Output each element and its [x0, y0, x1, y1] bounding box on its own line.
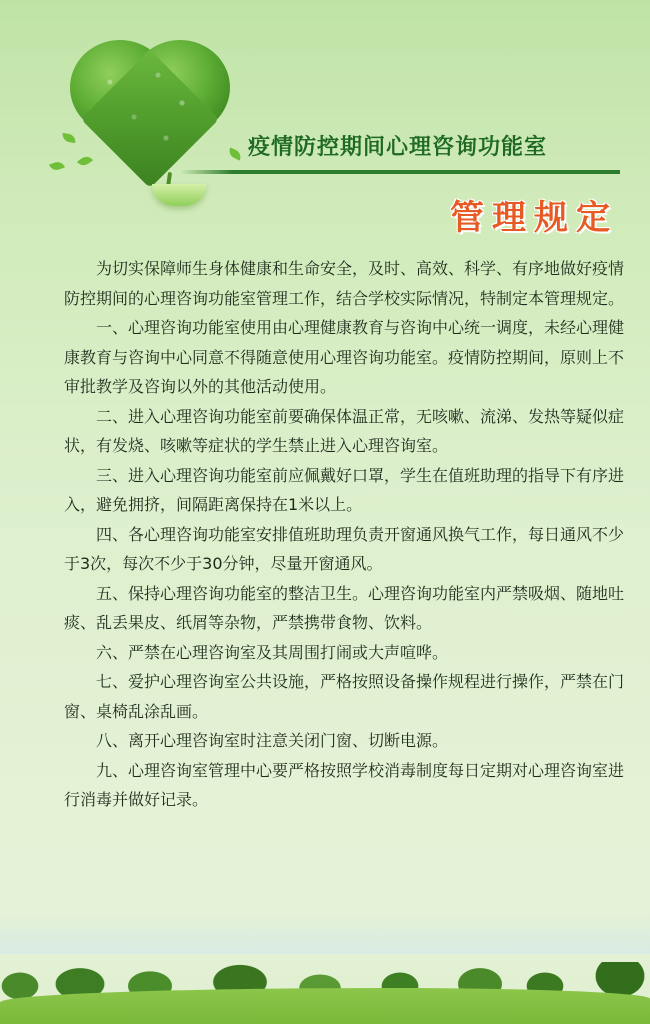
rule-9: 九、心理咨询室管理中心要严格按照学校消毒制度每日定期对心理咨询室进行消毒并做好记录。	[64, 760, 625, 809]
rule-4: 四、各心理咨询功能室安排值班助理负责开窗通风换气工作，每日通风不少于3次，每次不少于30分钟，尽量开窗通风。	[64, 524, 625, 573]
rule-8: 八、离开心理咨询室时注意关闭门窗、切断电源。	[96, 731, 449, 750]
page-title: 疫情防控期间心理咨询功能室	[248, 135, 548, 160]
landscape-illustration	[0, 924, 650, 1024]
rule-6: 六、严禁在心理咨询室及其周围打闹或大声喧哗。	[96, 642, 449, 662]
title-divider	[180, 170, 620, 174]
intro-paragraph: 为切实保障师生身体健康和生命安全，及时、高效、科学、有序地做好疫情防控期间的心理咨询功能室管理工作，结合学校实际情况，特制定本管理规定。	[64, 259, 625, 308]
rule-3: 三、进入心理咨询功能室前应佩戴好口罩，学生在值班助理的指导下有序进入，避免拥挤，间隔距离保持在1米以上。	[64, 465, 625, 514]
rule-5: 五、保持心理咨询功能室的整洁卫生。心理咨询功能室内严禁吸烟、随地吐痰、乱丢果皮、纸屑等杂物，严禁携带食物、饮料。	[64, 583, 625, 632]
page-subtitle: 管理规定	[450, 198, 618, 238]
rule-2: 二、进入心理咨询功能室前要确保体温正常，无咳嗽、流涕、发热等疑似症状，有发烧、咳嗽等症状的学生禁止进入心理咨询室。	[64, 406, 625, 455]
rule-7: 七、爱护心理咨询室公共设施，严格按照设备操作规程进行操作，严禁在门窗、桌椅乱涂乱画。	[64, 672, 625, 721]
regulation-text	[64, 254, 624, 815]
hills-icon	[0, 988, 650, 1024]
rule-1: 一、心理咨询功能室使用由心理健康教育与咨询中心统一调度，未经心理健康教育与咨询中心同意不得随意使用心理咨询功能室。疫情防控期间，原则上不审批教学及咨询以外的其他活动使用。	[64, 318, 625, 396]
